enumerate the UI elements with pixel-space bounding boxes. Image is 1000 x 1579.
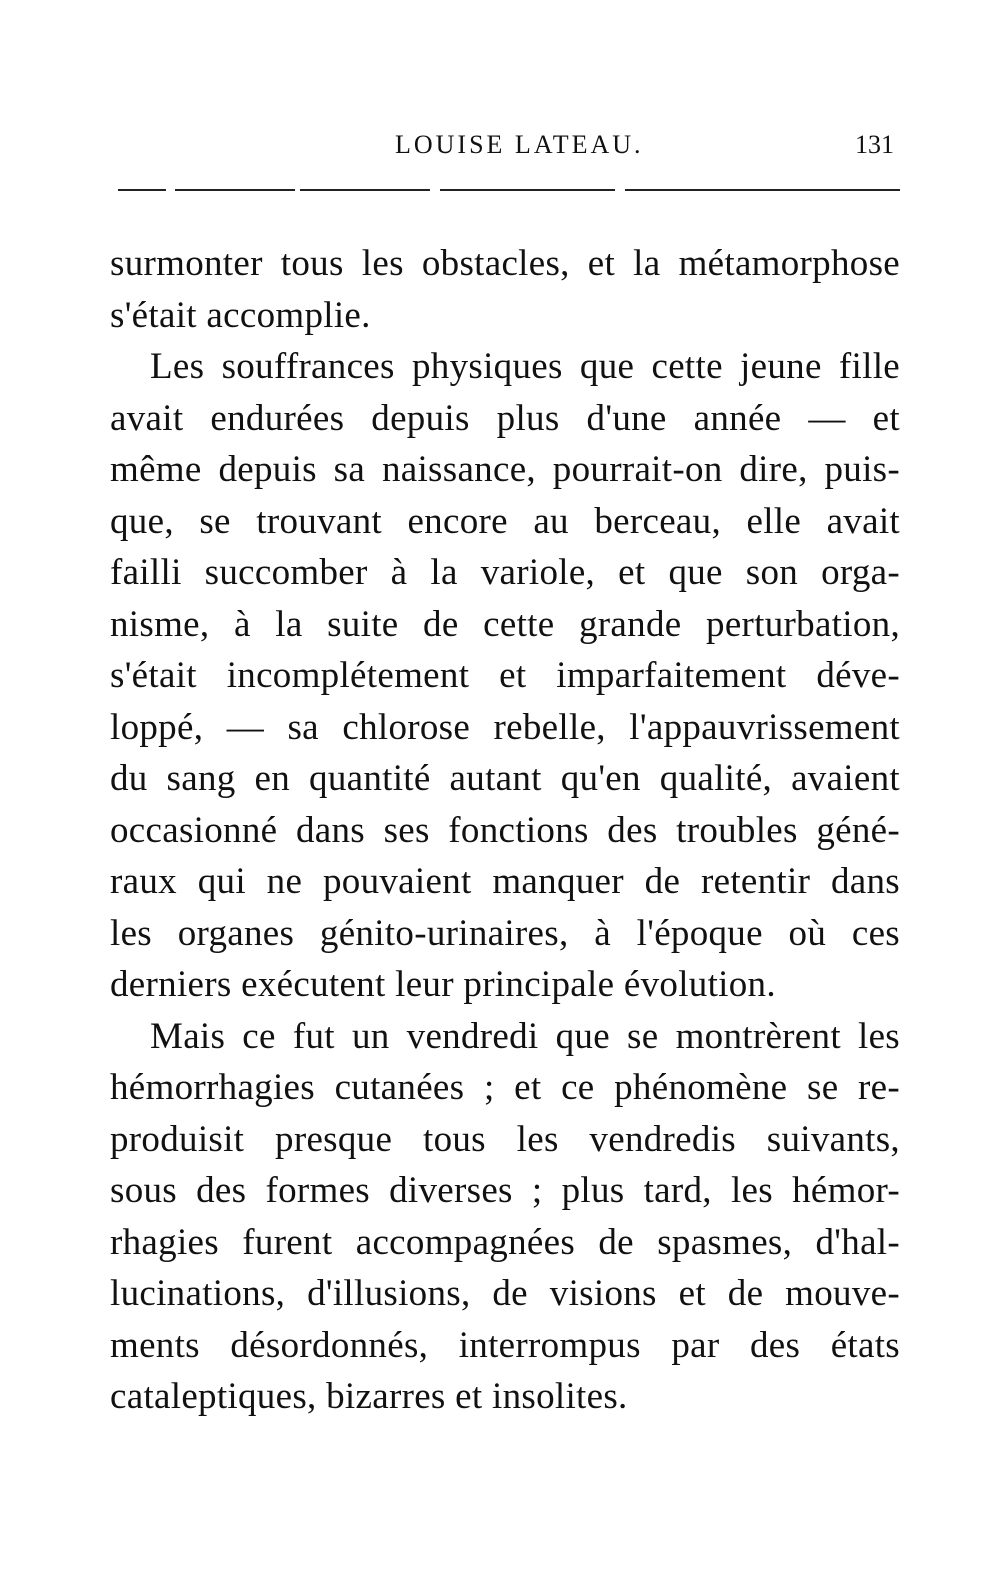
text-line: Les souffrances physiques que cette jeune fille (150, 346, 900, 387)
text-line: raux qui ne pouvaient manquer de retentir dans (110, 861, 900, 902)
text-line: loppé, — sa chlorose rebelle, l'appauvrissement (110, 706, 900, 748)
text-line: derniers exécutent leur principale évolution. (110, 964, 776, 1005)
text-line: surmonter tous les obstacles, et la métamorphose (110, 243, 900, 284)
header-rule-segment (118, 189, 166, 191)
text-line: rhagies furent accompagnées de spasmes, d'hal- (110, 1221, 900, 1263)
header-rule-segment (175, 189, 295, 191)
text-line: lucinations, d'illusions, de visions et de mouve- (110, 1273, 900, 1314)
text-line: sous des formes diverses ; plus tard, les hémor- (110, 1170, 900, 1211)
text-line: avait endurées depuis plus d'une année — et (110, 397, 900, 439)
text-line: s'était incomplétement et imparfaitement déve- (110, 655, 900, 696)
text-line: s'était accomplie. (110, 294, 371, 336)
body-text (110, 238, 900, 1423)
text-line: failli succomber à la variole, et que son orga- (110, 552, 900, 593)
header-rule-segment (625, 189, 900, 191)
running-title: LOUISE LATEAU. (395, 130, 644, 159)
page-number: 131 (855, 130, 894, 159)
running-head (0, 130, 1000, 170)
text-line: Mais ce fut un vendredi que se montrèrent les (150, 1015, 900, 1057)
text-line: les organes génito-urinaires, à l'époque où ces (110, 912, 900, 954)
text-line: nisme, à la suite de cette grande perturbation, (110, 603, 900, 645)
text-line: du sang en quantité autant qu'en qualité, avaient (110, 758, 900, 799)
text-line: hémorrhagies cutanées ; et ce phénomène se re- (110, 1067, 900, 1108)
header-rule-segment (300, 189, 430, 191)
text-line: produisit presque tous les vendredis suivants, (110, 1118, 900, 1160)
text-line: ments désordonnés, interrompus par des états (110, 1324, 900, 1366)
text-line: que, se trouvant encore au berceau, elle avait (110, 500, 900, 542)
text-line: même depuis sa naissance, pourrait-on dire, puis- (110, 449, 900, 490)
text-line: occasionné dans ses fonctions des troubles géné- (110, 809, 900, 851)
text-line: cataleptiques, bizarres et insolites. (110, 1376, 628, 1417)
header-rule-segment (440, 189, 615, 191)
